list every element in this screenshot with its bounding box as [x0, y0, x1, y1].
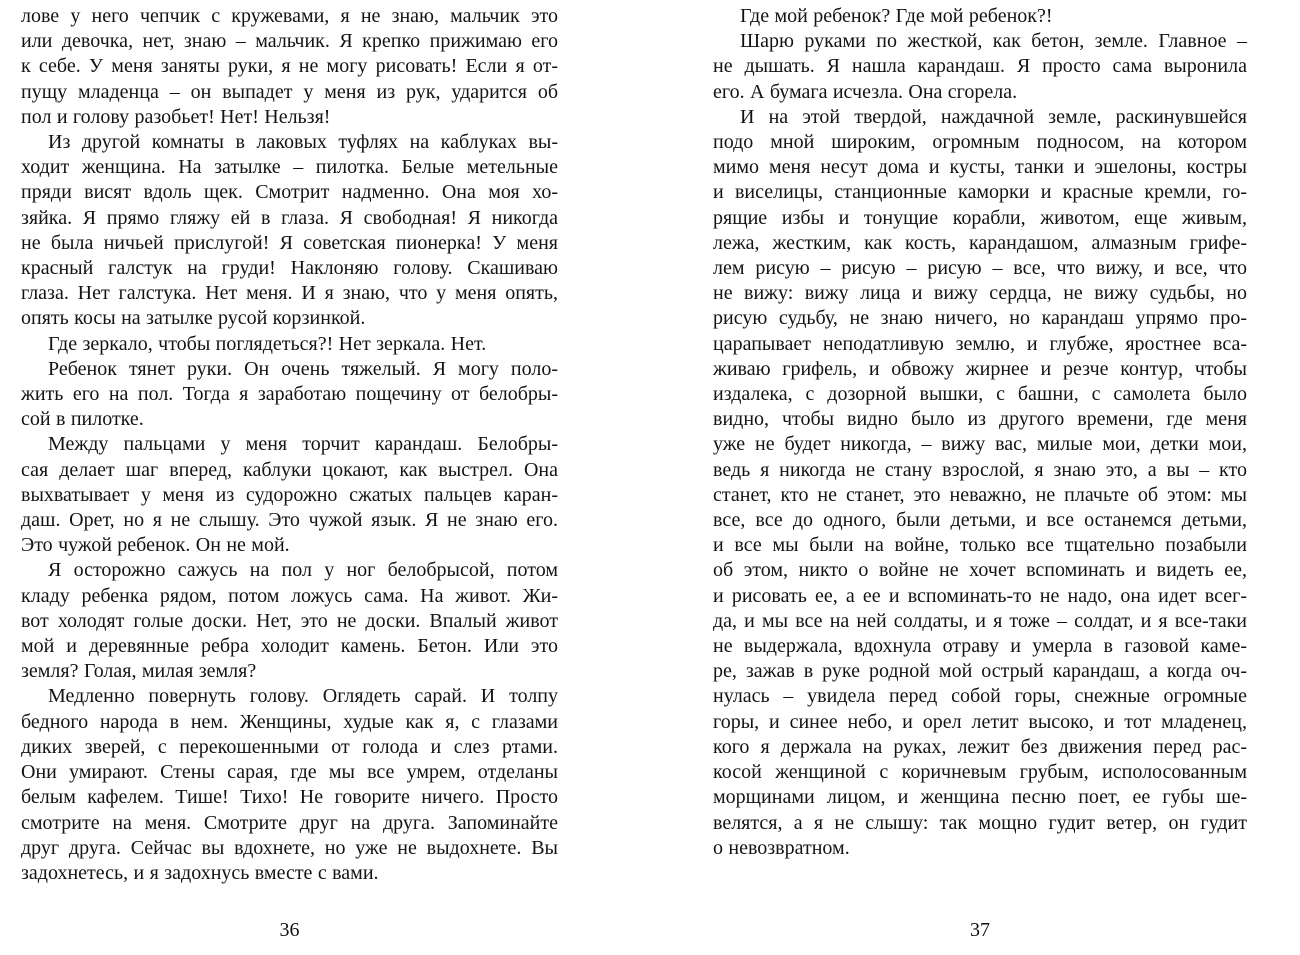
text-line: красный галстук на груди! Наклоняю голову. Скашиваю — [21, 257, 558, 280]
text-line: лем рисую – рисую – рисую – все, что вижу, и все, что — [713, 257, 1247, 280]
text-line: И на этой твердой, наждачной земле, раскинувшейся — [740, 105, 1247, 128]
paragraph — [21, 332, 558, 357]
text-line: сой в пилотке. — [21, 408, 144, 431]
text-line: к себе. У меня заняты руки, я не могу рисовать! Если я от- — [21, 55, 558, 78]
paragraph — [21, 357, 558, 433]
text-line: об этом, никто о войне не хочет вспоминать и видеть ее, — [713, 559, 1247, 582]
text-line: станет, кто не станет, это неважно, не плачьте об этом: мы — [713, 483, 1247, 506]
text-line: опять косы на затылке русой корзинкой. — [21, 307, 366, 330]
text-line: рящие избы и тонущие корабли, животом, еще живым, — [713, 206, 1247, 229]
text-line: бедного народа в нем. Женщины, худые как я, с глазами — [21, 710, 558, 733]
text-line: о невозвратном. — [713, 836, 850, 859]
text-line: глаза. Нет галстука. Нет меня. И я знаю, что у меня опять, — [21, 282, 558, 305]
paragraph — [713, 29, 1247, 105]
page-left — [21, 4, 558, 951]
text-line: лежа, жестким, как кость, карандашом, алмазным грифе- — [713, 231, 1247, 254]
text-line: уже не будет никогда, – вижу вас, милые мои, детки мои, — [713, 433, 1247, 456]
page-left-text — [21, 4, 558, 886]
text-line: Где мой ребенок? Где мой ребенок?! — [740, 5, 1053, 27]
text-line: и рисовать ее, а ее и вспоминать-то не надо, она идет всег- — [713, 584, 1247, 607]
text-line: ре, зажав в руке родной мой острый карандаш, а когда оч- — [713, 660, 1247, 683]
text-line: Шарю руками по жесткой, как бетон, земле. Главное – — [740, 30, 1247, 53]
text-line: пущу младенца – он выпадет у меня из рук, ударится об — [21, 80, 558, 103]
text-line: друг друга. Сейчас вы вдохнете, но уже не выдохнете. Вы — [21, 836, 558, 859]
text-line: Это чужой ребенок. Он не мой. — [21, 534, 290, 557]
text-line: морщинами лицом, и женщина песню поет, ее губы ше- — [713, 786, 1247, 809]
text-line: видно, чтобы видно было из другого времени, где меня — [713, 408, 1247, 431]
text-line: сая делает шаг вперед, каблуки цокают, как выстрел. Она — [21, 458, 558, 481]
text-line: пряди висят вдоль щек. Смотрит надменно. Она моя хо- — [21, 181, 558, 204]
text-line: не дышать. Я нашла карандаш. Я просто сама выронила — [713, 55, 1247, 78]
text-line: и все мы были на войне, только все тщательно позабыли — [713, 534, 1247, 557]
text-line: подо мной широким, огромным подносом, на котором — [713, 131, 1247, 154]
text-line: рисую судьбу, не знаю ничего, но карандаш упрямо про- — [713, 307, 1247, 330]
text-line: Я осторожно сажусь на пол у ног белобрысой, потом — [48, 559, 558, 582]
text-line: Ребенок тянет руки. Он очень тяжелый. Я могу поло- — [48, 357, 558, 380]
text-line: царапывает неподатливую землю, и глубже, яростнее вса- — [713, 332, 1247, 355]
paragraph — [21, 684, 558, 886]
text-line: выхватывает у меня из судорожно сжатых пальцев каран- — [21, 483, 558, 506]
page-right — [713, 4, 1247, 951]
text-line: жить его на пол. Тогда я заработаю пощечину от белобры- — [21, 383, 558, 406]
text-line: зяйка. Я прямо гляжу ей в глаза. Я свободная! Я никогда — [21, 206, 558, 229]
text-line: земля? Голая, милая земля? — [21, 660, 257, 683]
paragraph — [21, 432, 558, 558]
page-right-text — [713, 4, 1247, 861]
paragraph — [21, 130, 558, 332]
text-line: нулась – увидела перед собой горы, снежные огромные — [713, 685, 1247, 708]
text-line: косой женщиной с коричневым грубым, исполосованным — [713, 761, 1247, 784]
page-right-number: 37 — [970, 919, 990, 941]
text-line: велятся, а я не слышу: так мощно гудит ветер, он гудит — [713, 811, 1247, 834]
text-line: задохнетесь, и я задохнусь вместе с вами. — [21, 861, 379, 884]
text-line: даш. Орет, но я не слышу. Это чужой язык. Я не знаю его. — [21, 509, 558, 532]
text-line: пол и голову разобьет! Нет! Нельзя! — [21, 105, 331, 128]
page-left-number: 36 — [279, 919, 300, 941]
text-line: смотрите на меня. Смотрите друг на друга. Запоминайте — [21, 811, 558, 834]
text-line: Где зеркало, чтобы поглядеться?! Нет зеркала. Нет. — [48, 332, 487, 355]
paragraph — [21, 558, 558, 684]
text-line: или девочка, нет, знаю – мальчик. Я крепко прижимаю его — [21, 30, 558, 53]
text-line: кого я держала на руках, лежит без движения перед рас- — [713, 735, 1247, 758]
text-line: вот холодят голые доски. Нет, это не доски. Впалый живот — [21, 609, 558, 632]
text-line: все, все до одного, были детьми, и все останемся детьми, — [713, 509, 1247, 532]
text-line: не была ничьей прислугой! Я советская пионерка! У меня — [21, 231, 558, 254]
text-line: живаю грифель, и обвожу жирнее и резче контур, чтобы — [713, 357, 1247, 380]
text-line: его. А бумага исчезла. Она сгорела. — [713, 80, 1018, 103]
text-line: не выдержала, вдохнула отраву и умерла в газовой каме- — [713, 635, 1247, 658]
text-line: горы, и синее небо, и орел летит высоко, и тот младенец, — [713, 710, 1247, 733]
text-line: Из другой комнаты в лаковых туфлях на каблуках вы- — [48, 131, 558, 154]
text-line: лове у него чепчик с кружевами, я не знаю, мальчик это — [21, 5, 558, 27]
text-line: Между пальцами у меня торчит карандаш. Белобры- — [48, 433, 558, 456]
text-line: издалека, с дозорной вышки, с башни, с самолета было — [713, 383, 1247, 406]
text-line: диких зверей, с перекошенными от голода и слез ртами. — [21, 735, 558, 758]
text-line: и виселицы, станционные каморки и красные кремли, го- — [713, 181, 1247, 204]
text-line: мимо меня несут дома и кусты, танки и эшелоны, костры — [713, 156, 1247, 179]
text-line: белым кафелем. Тише! Тихо! Не говорите ничего. Просто — [21, 786, 558, 809]
text-line: ходит женщина. На затылке – пилотка. Белые метельные — [21, 156, 558, 179]
text-line: Медленно повернуть голову. Оглядеть сарай. И толпу — [48, 685, 558, 708]
paragraph — [713, 4, 1247, 29]
text-line: не вижу: вижу лица и вижу сердца, не вижу судьбы, но — [713, 282, 1247, 305]
paragraph — [713, 105, 1247, 861]
text-line: Они умирают. Стены сарая, где мы все умрем, отделаны — [21, 761, 558, 784]
text-line: мой и деревянные ребра холодит камень. Бетон. Или это — [21, 635, 558, 658]
text-line: кладу ребенка рядом, потом ложусь сама. На живот. Жи- — [21, 584, 558, 607]
paragraph — [21, 4, 558, 130]
text-line: ведь я никогда не стану взрослой, я знаю это, а вы – кто — [713, 458, 1247, 481]
text-line: да, и мы все на ней солдаты, и я тоже – солдат, и я все-таки — [713, 609, 1247, 632]
